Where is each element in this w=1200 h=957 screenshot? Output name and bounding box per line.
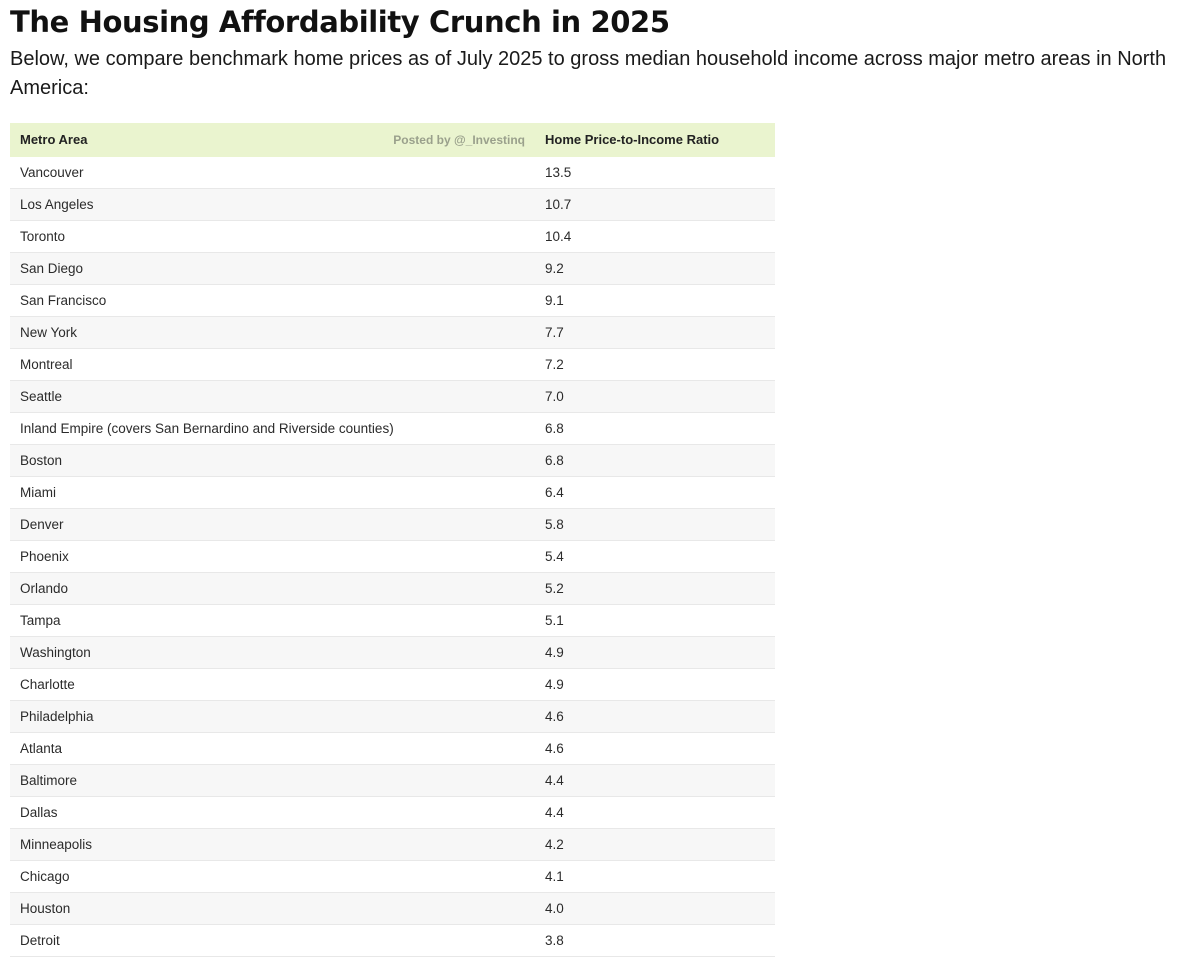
cell-metro-area: Atlanta bbox=[10, 733, 535, 765]
cell-metro-area: Montreal bbox=[10, 349, 535, 381]
cell-metro-area: Houston bbox=[10, 893, 535, 925]
table-row bbox=[10, 157, 775, 189]
cell-metro-area: Vancouver bbox=[10, 157, 535, 189]
cell-ratio: 5.1 bbox=[535, 605, 775, 637]
table-row bbox=[10, 925, 775, 957]
column-header-metro-area-label: Metro Area bbox=[20, 132, 88, 148]
cell-metro-area: Charlotte bbox=[10, 669, 535, 701]
intro-paragraph: Below, we compare benchmark home prices as of July 2025 to gross median household income across major metro areas in North America: bbox=[10, 48, 1167, 100]
column-header-metro-area bbox=[10, 123, 535, 157]
cell-ratio: 6.8 bbox=[535, 445, 775, 477]
cell-ratio: 13.5 bbox=[535, 157, 775, 189]
cell-ratio: 6.8 bbox=[535, 413, 775, 445]
cell-ratio: 4.1 bbox=[535, 861, 775, 893]
cell-ratio: 4.6 bbox=[535, 701, 775, 733]
table-row bbox=[10, 381, 775, 413]
cell-metro-area: Miami bbox=[10, 477, 535, 509]
table-header-row bbox=[10, 123, 775, 157]
page-title: The Housing Affordability Crunch in 2025 bbox=[10, 5, 670, 39]
cell-ratio: 4.9 bbox=[535, 669, 775, 701]
table-row bbox=[10, 733, 775, 765]
cell-ratio: 3.8 bbox=[535, 925, 775, 957]
table-row bbox=[10, 605, 775, 637]
table-row bbox=[10, 221, 775, 253]
price-to-income-table bbox=[10, 123, 775, 957]
cell-ratio: 10.4 bbox=[535, 221, 775, 253]
watermark-credit: Posted by @_Investinq bbox=[393, 133, 525, 148]
cell-ratio: 6.4 bbox=[535, 477, 775, 509]
cell-metro-area: Phoenix bbox=[10, 541, 535, 573]
cell-metro-area: Chicago bbox=[10, 861, 535, 893]
cell-ratio: 4.4 bbox=[535, 797, 775, 829]
cell-ratio: 4.6 bbox=[535, 733, 775, 765]
table-row bbox=[10, 829, 775, 861]
cell-ratio: 9.2 bbox=[535, 253, 775, 285]
table-row bbox=[10, 861, 775, 893]
table-row bbox=[10, 445, 775, 477]
cell-ratio: 4.0 bbox=[535, 893, 775, 925]
table-row bbox=[10, 477, 775, 509]
cell-metro-area: Washington bbox=[10, 637, 535, 669]
cell-metro-area: New York bbox=[10, 317, 535, 349]
table-row bbox=[10, 509, 775, 541]
cell-ratio: 7.7 bbox=[535, 317, 775, 349]
cell-metro-area: Detroit bbox=[10, 925, 535, 957]
table-row bbox=[10, 189, 775, 221]
table-row bbox=[10, 701, 775, 733]
cell-metro-area: Philadelphia bbox=[10, 701, 535, 733]
cell-ratio: 4.9 bbox=[535, 637, 775, 669]
cell-metro-area: Minneapolis bbox=[10, 829, 535, 861]
table-row bbox=[10, 317, 775, 349]
cell-ratio: 4.4 bbox=[535, 765, 775, 797]
cell-ratio: 10.7 bbox=[535, 189, 775, 221]
cell-metro-area: San Francisco bbox=[10, 285, 535, 317]
cell-metro-area: Toronto bbox=[10, 221, 535, 253]
cell-metro-area: Tampa bbox=[10, 605, 535, 637]
table-row bbox=[10, 413, 775, 445]
cell-ratio: 7.2 bbox=[535, 349, 775, 381]
table-row bbox=[10, 285, 775, 317]
cell-ratio: 4.2 bbox=[535, 829, 775, 861]
cell-metro-area: Inland Empire (covers San Bernardino and Riverside counties) bbox=[10, 413, 535, 445]
cell-metro-area: Los Angeles bbox=[10, 189, 535, 221]
cell-metro-area: San Diego bbox=[10, 253, 535, 285]
table-header bbox=[10, 123, 775, 157]
table-row bbox=[10, 349, 775, 381]
cell-metro-area: Baltimore bbox=[10, 765, 535, 797]
table-body bbox=[10, 157, 775, 957]
cell-ratio: 5.2 bbox=[535, 573, 775, 605]
cell-metro-area: Denver bbox=[10, 509, 535, 541]
table-row bbox=[10, 893, 775, 925]
cell-ratio: 5.4 bbox=[535, 541, 775, 573]
cell-metro-area: Seattle bbox=[10, 381, 535, 413]
cell-ratio: 7.0 bbox=[535, 381, 775, 413]
table-row bbox=[10, 637, 775, 669]
cell-metro-area: Orlando bbox=[10, 573, 535, 605]
cell-ratio: 9.1 bbox=[535, 285, 775, 317]
table-row bbox=[10, 797, 775, 829]
cell-metro-area: Boston bbox=[10, 445, 535, 477]
table-row bbox=[10, 669, 775, 701]
table-row bbox=[10, 765, 775, 797]
cell-ratio: 5.8 bbox=[535, 509, 775, 541]
cell-metro-area: Dallas bbox=[10, 797, 535, 829]
table-row bbox=[10, 253, 775, 285]
column-header-ratio: Home Price-to-Income Ratio bbox=[535, 123, 775, 157]
table-row bbox=[10, 573, 775, 605]
table-row bbox=[10, 541, 775, 573]
